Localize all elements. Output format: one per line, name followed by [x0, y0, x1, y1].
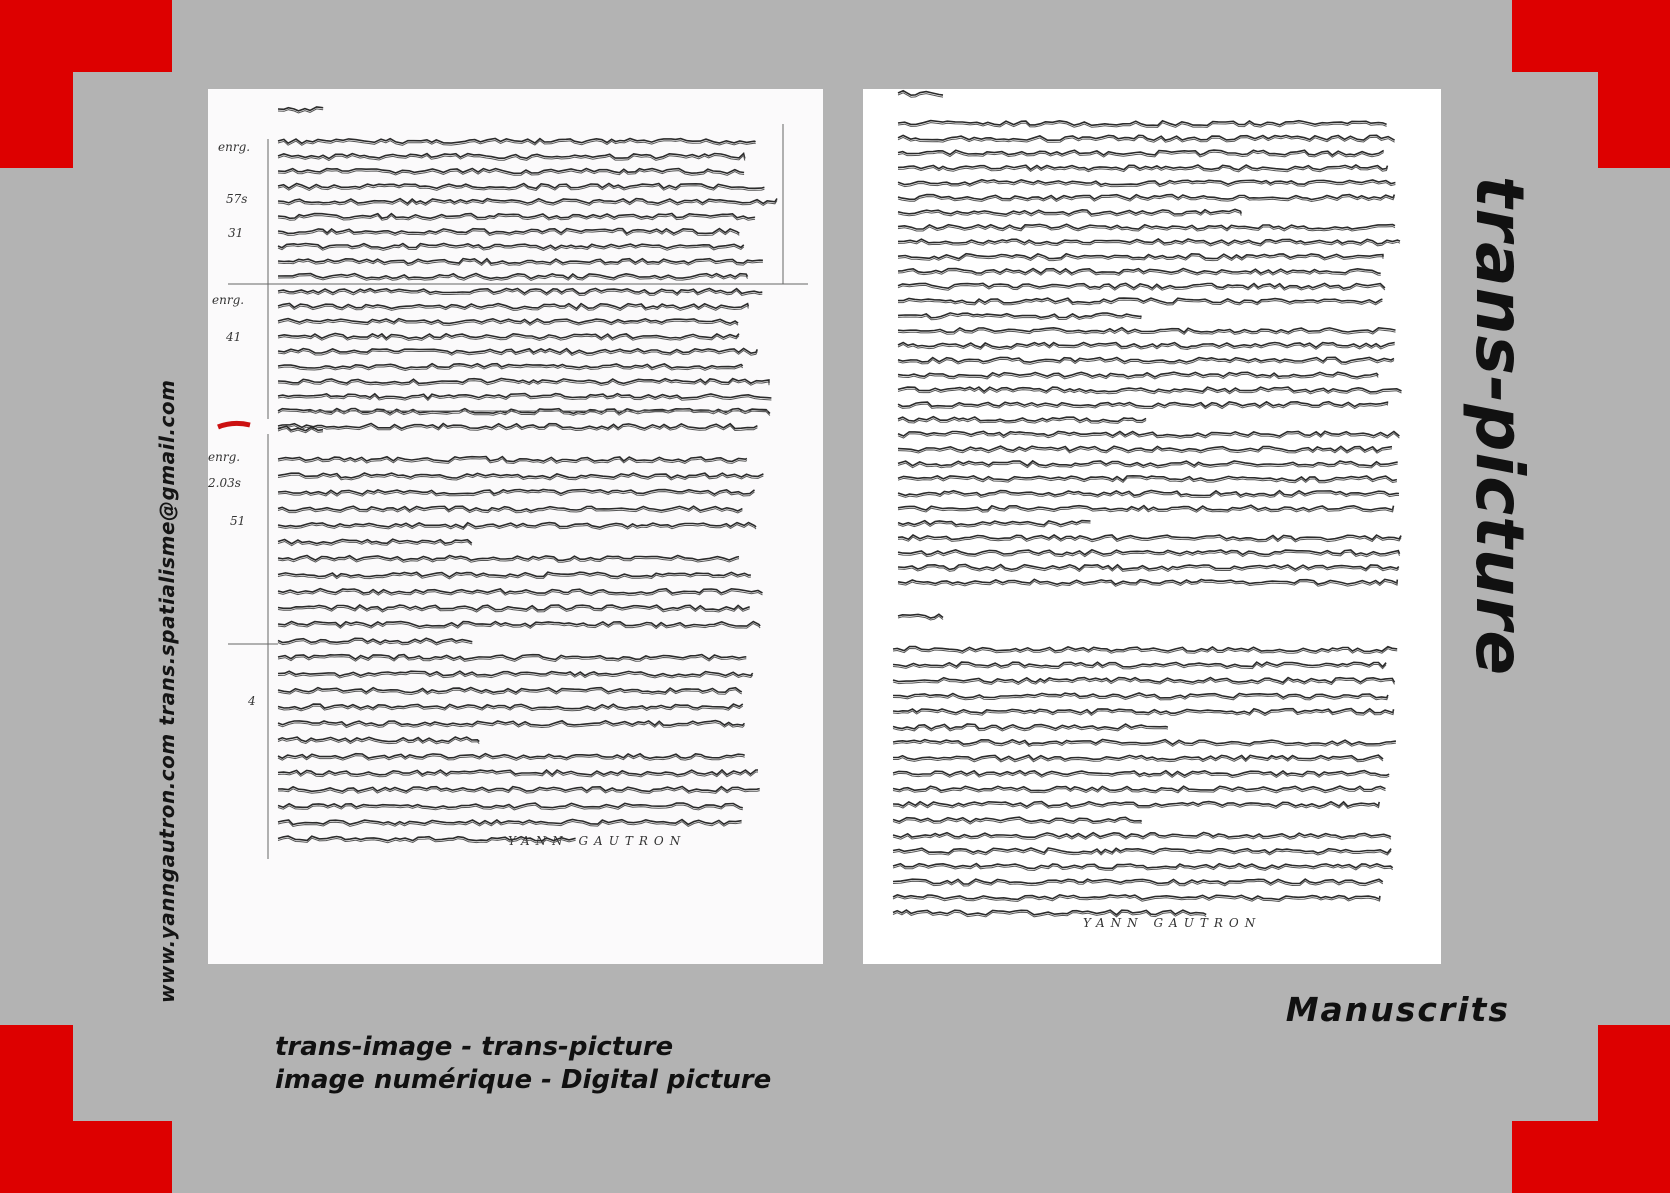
scribbled-line — [278, 605, 750, 610]
scribbled-line — [278, 523, 756, 528]
corner-top-left-b — [0, 0, 73, 168]
scribbled-line — [278, 214, 755, 219]
scribbled-line — [893, 740, 1396, 745]
signature: YANN GAUTRON — [508, 834, 687, 848]
margin-note: 51 — [230, 514, 246, 528]
scribbled-line — [278, 770, 758, 775]
contact-text: www.yanngautron.com trans.spatialisme@gmail.com — [155, 379, 179, 1003]
corner-bottom-right-b — [1598, 1025, 1670, 1193]
scribbled-line — [898, 565, 1399, 570]
scribbled-line — [898, 328, 1396, 333]
scribbled-line — [893, 757, 1383, 762]
scribbled-line — [278, 721, 745, 726]
scribbled-line — [278, 737, 479, 742]
red-margin-mark — [218, 423, 250, 427]
margin-note: 2.03s — [208, 476, 241, 490]
signature: YANN GAUTRON — [1083, 916, 1262, 930]
manuscript-page-left — [208, 89, 823, 964]
margin-note: 31 — [228, 226, 244, 240]
manuscript-right-drawing — [863, 89, 1441, 964]
margin-note: enrg. — [208, 450, 241, 464]
scribbled-line — [278, 556, 739, 561]
caption-line-1: trans-image - trans-picture — [275, 1032, 674, 1062]
margin-note: enrg. — [212, 293, 245, 307]
corner-top-right-b — [1598, 0, 1670, 168]
page-title: trans-picture — [1461, 176, 1538, 677]
manuscript-page-right — [863, 89, 1441, 964]
margin-note: 4 — [248, 694, 256, 708]
scribbled-line — [278, 364, 743, 369]
manuscript-left-drawing — [208, 89, 823, 964]
margin-note: 41 — [226, 330, 242, 344]
scribbled-line — [278, 304, 748, 309]
margin-note: enrg. — [218, 140, 251, 154]
scribbled-line — [278, 572, 751, 577]
section-label: Manuscrits — [1285, 990, 1510, 1029]
caption-line-2: image numérique - Digital picture — [275, 1065, 772, 1095]
scribbled-line — [278, 754, 745, 759]
scribbled-line — [898, 402, 1387, 407]
scribbled-line — [898, 535, 1401, 540]
margin-note: 57s — [226, 192, 248, 206]
scribbled-line — [278, 274, 748, 279]
scribbled-line — [278, 321, 738, 326]
scribbled-line — [898, 195, 1394, 200]
scribbled-line — [893, 833, 1391, 838]
scribbled-line — [278, 820, 742, 825]
scribbled-line — [898, 372, 1378, 377]
scribbled-line — [278, 349, 757, 354]
corner-bottom-left-b — [0, 1025, 73, 1193]
